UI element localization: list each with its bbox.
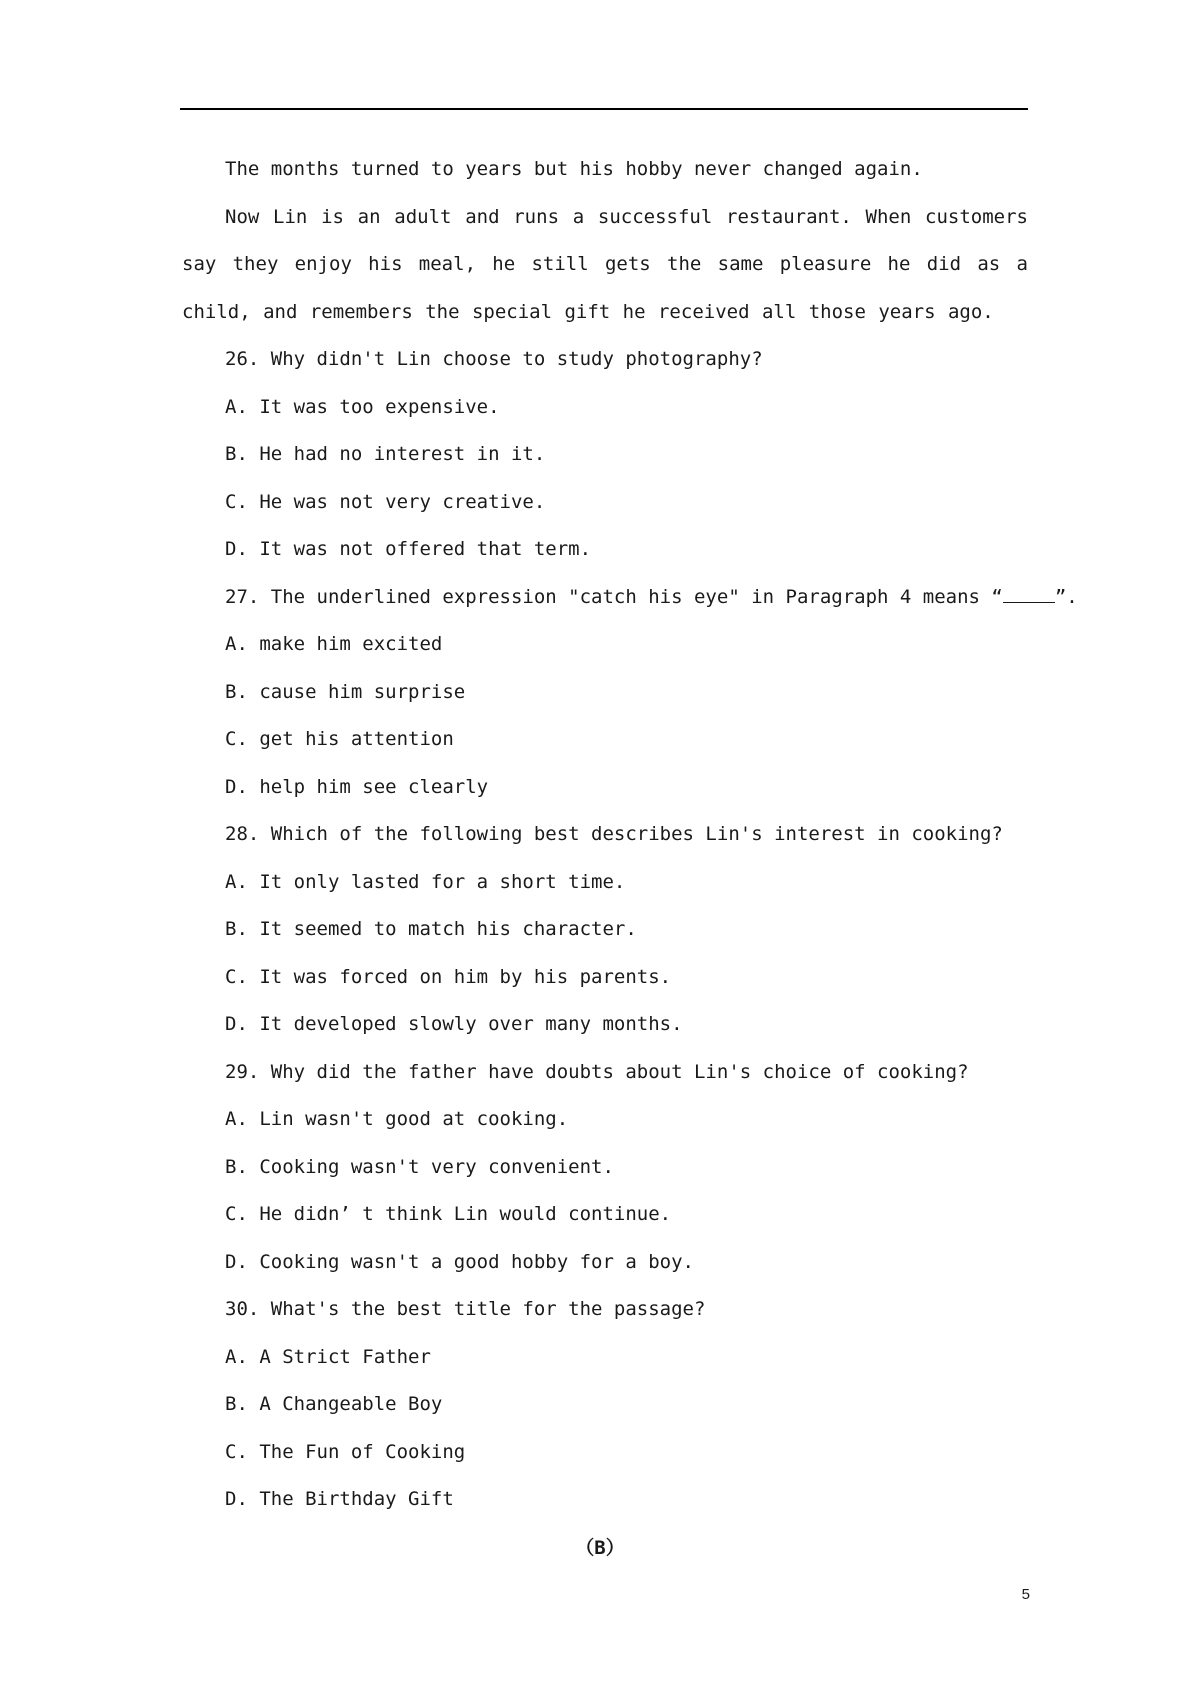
question-27-option-c: C. get his attention (225, 728, 454, 750)
question-28-option-b: B. It seemed to match his character. (225, 918, 637, 940)
question-30-option-b: B. A Changeable Boy (225, 1393, 443, 1415)
page-number: 5 (1021, 1586, 1030, 1603)
question-30-option-c: C. The Fun of Cooking (225, 1440, 466, 1463)
question-29-option-a: A. Lin wasn't good at cooking. (225, 1108, 569, 1130)
question-26-option-a: A. It was too expensive. (225, 395, 500, 418)
question-29-stem: 29. Why did the father have doubts about Lin's choice of cooking? (225, 1060, 969, 1083)
question-27-option-d: D. help him see clearly (225, 775, 489, 798)
question-26-option-b: B. He had no interest in it. (225, 443, 546, 465)
question-28-option-d: D. It developed slowly over many months. (225, 1013, 683, 1035)
question-30-option-d: D. The Birthday Gift (225, 1488, 454, 1510)
passage-line-1: The months turned to years but his hobby never changed again. (225, 158, 923, 180)
document-body (182, 146, 1078, 1524)
question-27-stem-before: 27. The underlined expression "catch his eye" in Paragraph 4 means “ (225, 585, 1003, 608)
question-28-option-a: A. It only lasted for a short time. (225, 870, 626, 893)
header-rule (180, 108, 1028, 110)
question-29-option-c: C. He didn’ t think Lin would continue. (225, 1203, 672, 1225)
question-27-option-b: B. cause him surprise (225, 680, 466, 703)
passage-paragraph-2: Now Lin is an adult and runs a successful restaurant. When customers say they enjoy his meal, he still gets the same pleasure he did as a child, and remembers the special gift he received all those years ago. (182, 205, 1028, 323)
question-29-option-d: D. Cooking wasn't a good hobby for a boy. (225, 1250, 694, 1273)
answer-blank (1003, 584, 1055, 603)
section-label: （B） (575, 1537, 625, 1559)
question-30-option-a: A. A Strict Father (225, 1345, 431, 1368)
question-27-option-a: A. make him excited (225, 633, 443, 655)
question-28-option-c: C. It was forced on him by his parents. (225, 965, 672, 988)
question-27-stem (182, 574, 1078, 622)
question-30-stem: 30. What's the best title for the passage? (225, 1298, 706, 1320)
question-29-option-b: B. Cooking wasn't very convenient. (225, 1155, 614, 1178)
question-28-stem: 28. Which of the following best describes Lin's interest in cooking? (225, 823, 1003, 845)
question-27-stem-after: ”. (1054, 585, 1078, 608)
question-26-option-d: D. It was not offered that term. (225, 538, 592, 560)
question-26-stem: 26. Why didn't Lin choose to study photography? (225, 348, 763, 370)
question-26-option-c: C. He was not very creative. (225, 490, 546, 513)
